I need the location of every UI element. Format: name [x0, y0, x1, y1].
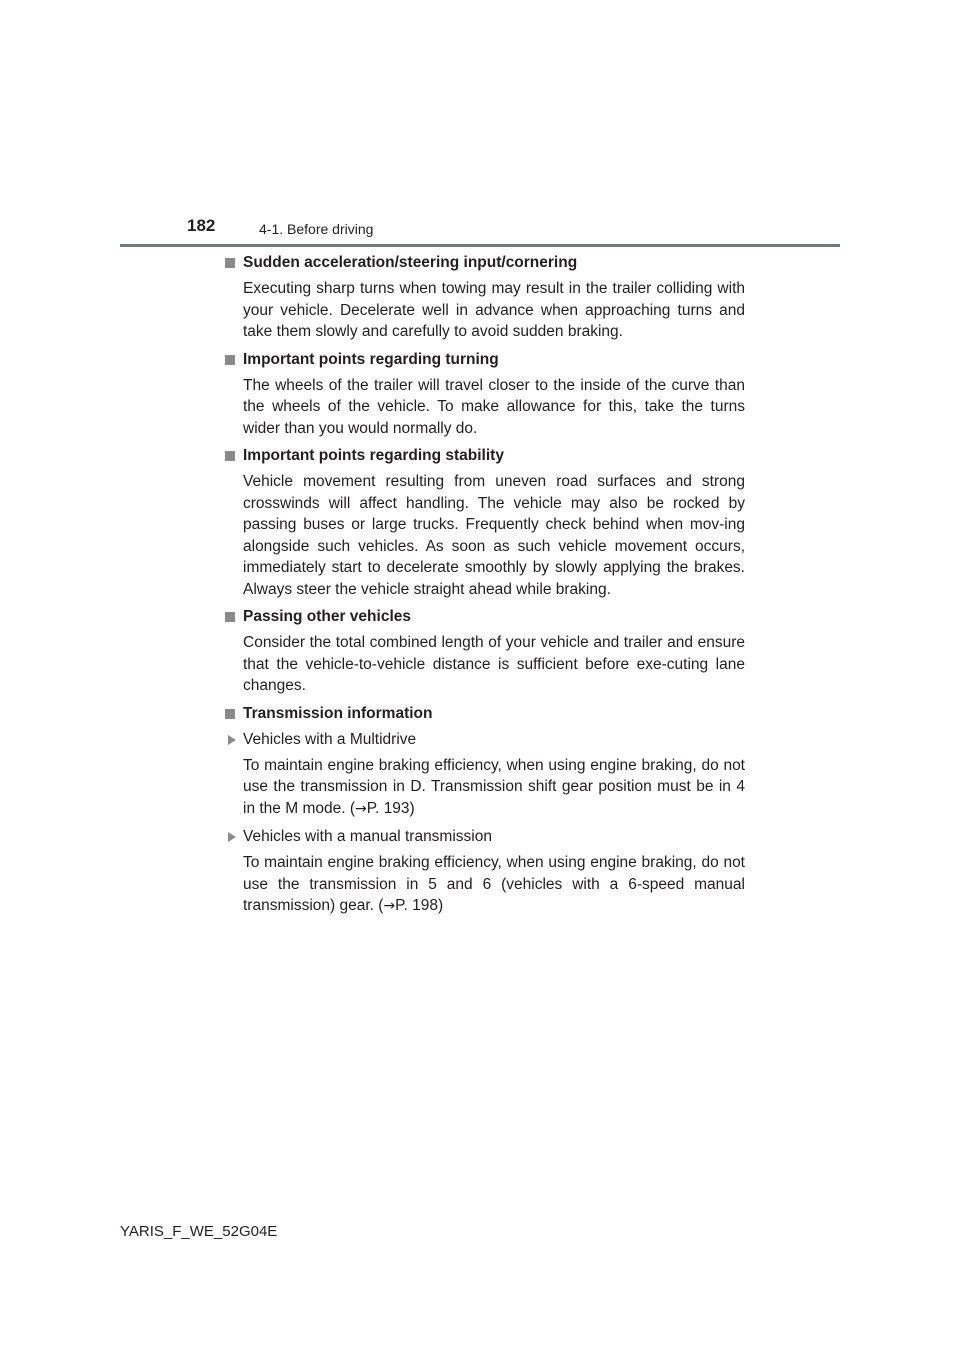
subsection-body — [243, 755, 745, 821]
square-bullet-icon — [225, 258, 235, 268]
section-heading — [225, 703, 745, 725]
section-heading-text: Transmission information — [243, 704, 433, 722]
chapter-title: 4-1. Before driving — [259, 221, 374, 237]
document-code: YARIS_F_WE_52G04E — [120, 1223, 278, 1240]
page-content — [225, 252, 745, 924]
square-bullet-icon — [225, 612, 235, 622]
section-transmission — [225, 703, 745, 918]
square-bullet-icon — [225, 709, 235, 719]
arrow-right-icon: → — [383, 898, 396, 914]
section-heading — [225, 606, 745, 628]
section-passing — [225, 606, 745, 697]
section-heading-text: Important points regarding stability — [243, 447, 504, 464]
arrow-right-icon: → — [355, 800, 367, 817]
page-reference: P. 198) — [395, 897, 444, 914]
subsection-label: Vehicles with a manual transmission — [243, 828, 492, 845]
section-heading-text: Important points regarding turning — [243, 350, 499, 368]
subsection-body-text: To maintain engine braking efficiency, when using engine braking, do not use the transmission in 5 and 6 (vehicles with a 6-speed manual transmission) gear. ( — [243, 854, 745, 914]
subsection-label: Vehicles with a Multidrive — [243, 730, 417, 748]
subsection-body — [243, 852, 745, 918]
section-heading — [225, 349, 745, 371]
square-bullet-icon — [225, 355, 235, 365]
subsection-heading-multidrive — [225, 729, 745, 751]
section-body: Executing sharp turns when towing may result in the trailer colliding with your vehicle. Decelerate well in advance when approaching turns and take them slowly and carefully to avoid sudden braking. — [243, 280, 745, 340]
triangle-bullet-icon — [228, 832, 236, 842]
triangle-bullet-icon — [228, 735, 236, 745]
section-heading — [225, 252, 745, 274]
section-heading-text: Passing other vehicles — [243, 608, 411, 625]
section-body: Consider the total combined length of your vehicle and trailer and ensure that the vehicle-to-vehicle distance is sufficient before exe-cuting lane changes. — [243, 634, 745, 694]
page-number: 182 — [187, 216, 216, 235]
subsection-body-text: To maintain engine braking efficiency, when using engine braking, do not use the transmission in D. Transmission shift gear position must be in 4 in the M mode. ( — [243, 756, 745, 817]
section-turning — [225, 349, 745, 440]
subsection-heading-manual — [225, 826, 745, 848]
section-body: The wheels of the trailer will travel closer to the inside of the curve than the wheels of the vehicle. To make allowance for this, take the turns wider than you would normally do. — [243, 376, 745, 437]
section-sudden-acceleration — [225, 252, 745, 343]
section-stability — [225, 445, 745, 600]
page-reference: P. 193) — [366, 799, 415, 817]
section-body: Vehicle movement resulting from uneven road surfaces and strong crosswinds will affect handling. The vehicle may also be rocked by passing buses or large trucks. Frequently check behind when mov-ing alongside such vehicles. As soon as such vehicle movement occurs, immediately start to decelerate smoothly by slowly applying the brakes. Always steer the vehicle straight ahead while braking. — [243, 473, 745, 598]
square-bullet-icon — [225, 451, 235, 461]
section-heading — [225, 445, 745, 467]
header-rule — [120, 244, 840, 247]
section-heading-text: Sudden acceleration/steering input/cornering — [243, 254, 578, 271]
